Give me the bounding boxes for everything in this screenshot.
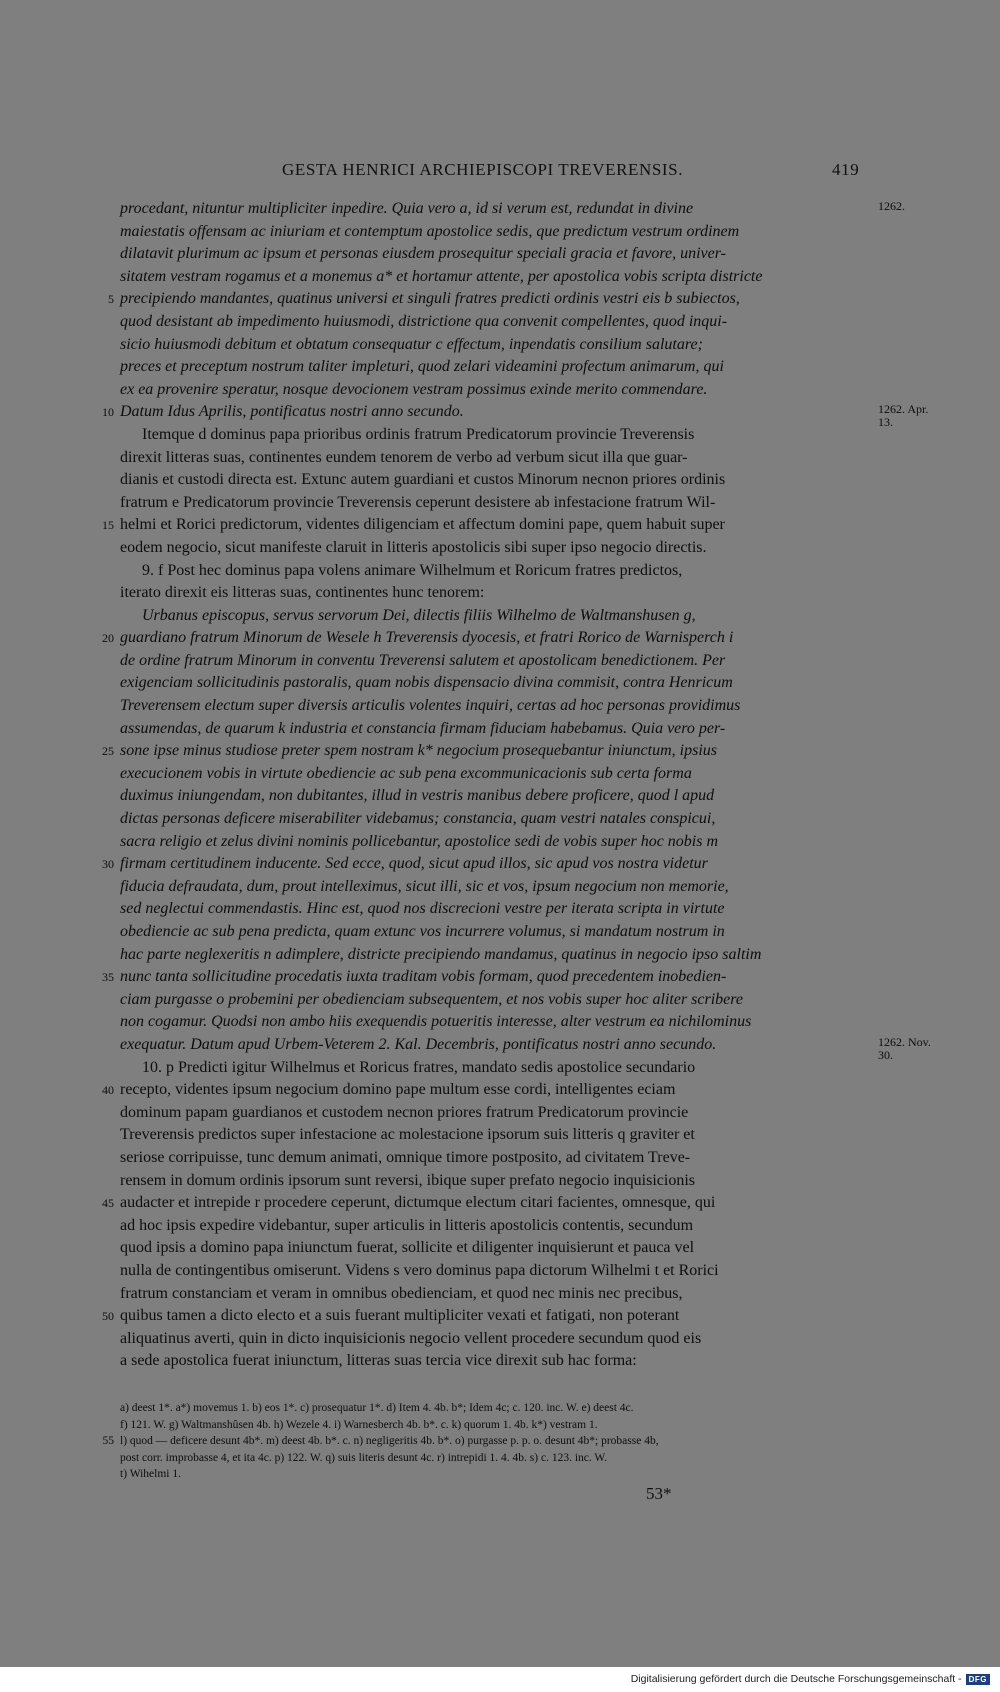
footnote-text: a) deest 1*. a*) movemus 1. b) eos 1*. c) prosequatur 1*. d) Item 4. 4b. b*; Idem 4c; c. 120. inc. W. e) deest 4c.: [120, 1402, 634, 1414]
footnote-line: [120, 1450, 880, 1467]
text-line: [120, 266, 864, 289]
line-text: obediencie ac sub pena predicta, quam extunc vos incurrere volumus, si mandatum nostrum in: [120, 923, 725, 940]
text-line: [102, 1305, 864, 1328]
line-text: Itemque d dominus papa prioribus ordinis fratrum Predicatorum provincie Treverensis: [142, 425, 695, 443]
line-text: maiestatis offensam ac iniuriam et contemptum apostolice sedis, que predictum vestrum ordinem: [120, 222, 740, 240]
digitization-credit: [631, 1673, 990, 1685]
text-line: [120, 695, 864, 718]
line-text: fratrum e Predicatorum provincie Treverensis ceperunt desistere ab infestacione fratrum Wil-: [120, 493, 716, 511]
text-line: [120, 560, 864, 583]
text-line: [120, 1283, 864, 1306]
line-text: precipiendo mandantes, quatinus universi et singuli fratres predicti ordinis vestri eis b subiectos,: [120, 290, 740, 308]
text-line: [102, 966, 864, 989]
line-text: guardiano fratrum Minorum de Wesele h Treverensis dyocesis, et fratri Rorico de Warnisperch i: [120, 629, 734, 647]
text-line: [120, 1034, 931, 1062]
text-line: [120, 876, 864, 899]
text-line: [120, 492, 864, 515]
line-text: 10. p Predicti igitur Wilhelmus et Roricus fratres, mandato sedis apostolice secundario: [142, 1058, 696, 1076]
text-line: [120, 447, 864, 470]
text-line: [120, 537, 864, 560]
line-text: Treverensis predictos super infestacione ac molestacione ipsorum suis litteris q graviter et: [120, 1126, 695, 1144]
line-text: Datum Idus Aprilis, pontificatus nostri anno secundo.: [120, 403, 464, 421]
line-text: de ordine fratrum Minorum in conventu Treverensi salutem et apostolicam benedictionem. Per: [120, 651, 726, 669]
text-line: [102, 740, 864, 763]
text-line: [120, 1011, 864, 1034]
line-text: aliquatinus averti, quin in dicto inquisicionis negocio vellent procedere secundum quod eis: [120, 1329, 702, 1347]
line-text: ad hoc ipsis expedire videbantur, super articulis in litteris apostolicis contentis, secundum: [120, 1216, 694, 1234]
footnote-line: [102, 1433, 880, 1450]
header-page-number: 419: [832, 160, 860, 179]
line-number: 10: [102, 405, 114, 420]
line-text: helmi et Rorici predictorum, videntes diligenciam et affectum domini pape, quem habuit super: [120, 516, 725, 534]
header-title: GESTA HENRICI ARCHIEPISCOPI TREVERENSIS.: [282, 160, 684, 179]
line-text: quod desistant ab impedimento huiusmodi, districtione qua convenit compellentes, quod inqui-: [120, 312, 728, 330]
text-line: [120, 1124, 864, 1147]
line-text: rensem in domum ordinis ipsorum sunt reversi, ibique super prefato negocio inquisicionis: [120, 1171, 696, 1189]
line-text: exequatur. Datum apud Urbem-Veterem 2. Kal. Decembris, pontificatus nostri anno secundo.: [120, 1035, 717, 1053]
line-number: 35: [102, 970, 114, 985]
line-text: sone ipse minus studiose preter spem nostram k* negocium prosequebantur iniunctum, ipsius: [120, 742, 717, 760]
line-text: sitatem vestram rogamus et a monemus a* et hortamur attente, per apostolica vobis scripta districte: [120, 267, 763, 285]
text-line: [120, 243, 864, 266]
line-text: iterato direxit eis litteras suas, continentes hunc tenorem:: [120, 584, 485, 602]
text-line: [120, 1237, 864, 1260]
text-line: [120, 672, 864, 695]
footnote-text: post corr. improbasse 4, et ita 4c. p) 122. W. q) suis literis desunt 4c. r) intrepidi 1. 4. 4b. s) c. 123. inc. W.: [120, 1451, 608, 1464]
text-line: [120, 650, 864, 673]
line-text: eodem negocio, sicut manifeste claruit in litteris apostolicis sibi super ipso negocio directis.: [120, 538, 707, 556]
footnotes: [102, 1400, 880, 1483]
text-line: [120, 921, 864, 944]
margin-date: 1262.: [878, 199, 905, 213]
line-text: sed neglectui commendastis. Hinc est, quod nos discrecioni vestre per iterata scripta in virtute: [120, 900, 725, 918]
line-text: nunc tanta sollicitudine procedatis iuxta traditam vobis formam, quod precedentem inobedien-: [120, 968, 727, 986]
text-line: [120, 469, 864, 492]
text-line: [120, 898, 864, 921]
text-line: [102, 853, 864, 876]
line-text: duximus iniungendam, non dubitantes, illud in vestris manibus debere proficere, quod l apud: [120, 787, 715, 805]
margin-date: 1262. Apr. 13.: [878, 402, 929, 430]
dfg-logo: DFG: [966, 1674, 990, 1685]
text-line: [102, 1192, 864, 1215]
text-line: [108, 288, 864, 311]
sheet-signature: 53*: [646, 1484, 672, 1503]
text-line: [102, 627, 864, 650]
line-text: ciam purgasse o probemini per obedienciam subsequentem, et nos vobis super hoc aliter scribere: [120, 990, 744, 1008]
text-line: [120, 605, 864, 628]
main-text: [102, 198, 931, 1373]
credit-text: Digitalisierung gefördert durch die Deutsche Forschungsgemeinschaft -: [630, 1673, 962, 1685]
line-number: 5: [108, 292, 114, 307]
line-number: 20: [102, 631, 114, 646]
line-text: quibus tamen a dicto electo et a suis fuerant multipliciter vexati et fatigati, non poterant: [120, 1307, 680, 1325]
text-line: [102, 401, 929, 430]
line-text: quod ipsis a domino papa iniunctum fuerat, sollicite et diligenter inquisierunt et pauca vel: [120, 1239, 695, 1257]
line-number: 30: [102, 857, 114, 872]
footnote-text: t) Wihelmi 1.: [120, 1468, 181, 1480]
text-line: [120, 311, 864, 334]
line-number: 45: [102, 1196, 114, 1211]
line-text: assumendas, de quarum k industria et constancia firmam fiduciam habebamus. Quia vero per-: [120, 719, 726, 737]
footnote-line-number: 55: [102, 1435, 114, 1447]
line-text: audacter et intrepide r procedere ceperunt, dictumque electum citari facientes, omnesque, qui: [120, 1194, 716, 1212]
line-text: sacra religio et zelus divini nominis pollicebantur, apostolice sedi de vobis super hoc nobis m: [120, 832, 719, 850]
line-number: 50: [102, 1309, 114, 1324]
text-line: [120, 424, 864, 447]
line-text: execucionem vobis in virtute obediencie ac sub pena excommunicacionis sub certa forma: [120, 764, 692, 782]
line-text: dilatavit plurimum ac ipsum et personas eiusdem prosequitur speciali gracia et favore, univer-: [120, 245, 726, 263]
text-line: [120, 379, 864, 402]
footnote-line: [120, 1400, 880, 1417]
text-line: [102, 1079, 864, 1102]
text-line: [120, 1170, 864, 1193]
line-text: procedant, nituntur multipliciter inpedire. Quia vero a, id si verum est, redundat in divine: [120, 200, 694, 217]
footnote-text: f) 121. W. g) Waltmanshûsen 4b. h) Wezele 4. i) Warnesberch 4b. b*. c. k) quorum 1. 4b. k*) vestram 1.: [120, 1418, 598, 1431]
line-number: 40: [102, 1083, 114, 1098]
line-text: fiducia defraudata, dum, prout intelleximus, sicut illi, sic et vos, ipsum negocium non memorie,: [120, 877, 729, 895]
text-line: [120, 763, 864, 786]
text-line: [120, 944, 864, 967]
text-line: [120, 1350, 864, 1373]
line-text: a sede apostolica fuerat iniunctum, litteras suas tercia vice direxit sub hac forma:: [120, 1352, 637, 1370]
line-text: preces et preceptum nostrum taliter impleturi, quod zelari videamini profectum animarum, qui: [120, 358, 724, 376]
line-text: 9. f Post hec dominus papa volens animare Wilhelmum et Roricum fratres predictos,: [142, 561, 683, 579]
text-line: [120, 582, 864, 605]
text-line: [120, 1215, 864, 1238]
footnote-line: [120, 1466, 880, 1483]
line-text: dianis et custodi directa est. Extunc autem guardiani et custos Minorum necnon priores ordinis: [120, 471, 726, 489]
line-number: 25: [102, 744, 114, 759]
text-line: [120, 989, 864, 1012]
text-line: [120, 221, 864, 244]
text-line: [120, 808, 864, 831]
line-text: Urbanus episcopus, servus servorum Dei, dilectis filiis Wilhelmo de Waltmanshusen g,: [142, 606, 696, 624]
line-text: sicio huiusmodi debitum et obtatum consequatur c effectum, inpendatis consilium salutare;: [120, 335, 703, 353]
text-line: [120, 1328, 864, 1351]
line-text: hac parte neglexeritis n adimplere, districte precipiendo mandamus, quatinus in negocio ipso saltim: [120, 945, 762, 963]
line-text: nulla de contingentibus omiserunt. Videns s vero dominus papa dictorum Wilhelmi t et Rorici: [120, 1261, 719, 1279]
margin-date: 1262. Nov. 30.: [878, 1034, 931, 1062]
line-text: firmam certitudinem inducente. Sed ecce, quod, sicut apud illos, sic apud vos nostra videtur: [120, 855, 708, 873]
text-line: [120, 334, 864, 357]
text-line: [120, 1057, 864, 1080]
text-line: [102, 514, 864, 537]
line-text: exigenciam sollicitudinis pastoralis, quam nobis dispensacio divina commisit, contra Henricum: [120, 674, 733, 692]
line-text: recepto, videntes ipsum negocium domino pape multum esse cordi, intelligentes eciam: [120, 1081, 676, 1099]
line-text: dictas personas deficere miserabiliter videbamus; constancia, quam vestri natales conspicui,: [120, 810, 716, 828]
footnote-text: l) quod — deficere desunt 4b*. m) deest 4b. b*. c. n) negligeritis 4b. b*. o) purgasse p. p. o. desunt 4b*; probasse 4b,: [120, 1435, 659, 1447]
text-line: [120, 1102, 864, 1125]
text-line: [120, 198, 905, 221]
line-text: non cogamur. Quodsi non ambo hiis exequendis potueritis interesse, alter vestrum ea nichilominus: [120, 1013, 752, 1031]
text-line: [120, 356, 864, 379]
line-text: Treverensem electum super diversis articulis volentes inquiri, certas ad hoc personas providimus: [120, 697, 741, 715]
line-text: direxit litteras suas, continentes eundem tenorem de verbo ad verbum sicut illa que guar-: [120, 448, 688, 466]
text-line: [120, 831, 864, 854]
text-line: [120, 718, 864, 741]
text-line: [120, 785, 864, 808]
line-number: 15: [102, 518, 114, 533]
line-text: dominum papam guardianos et custodem necnon priores fratrum Predicatorum provincie: [120, 1103, 689, 1121]
text-line: [120, 1260, 864, 1283]
text-line: [120, 1147, 864, 1170]
footnote-line: [120, 1417, 880, 1434]
line-text: ex ea provenire speratur, nosque devocionem vestram possimus exinde merito commendare.: [120, 380, 708, 398]
line-text: seriose corripuisse, tunc demum animati, omnique timore postposito, ad civitatem Treve-: [120, 1148, 691, 1166]
line-text: fratrum constanciam et veram in omnibus obedienciam, et quod nec minis nec precibus,: [120, 1284, 683, 1302]
